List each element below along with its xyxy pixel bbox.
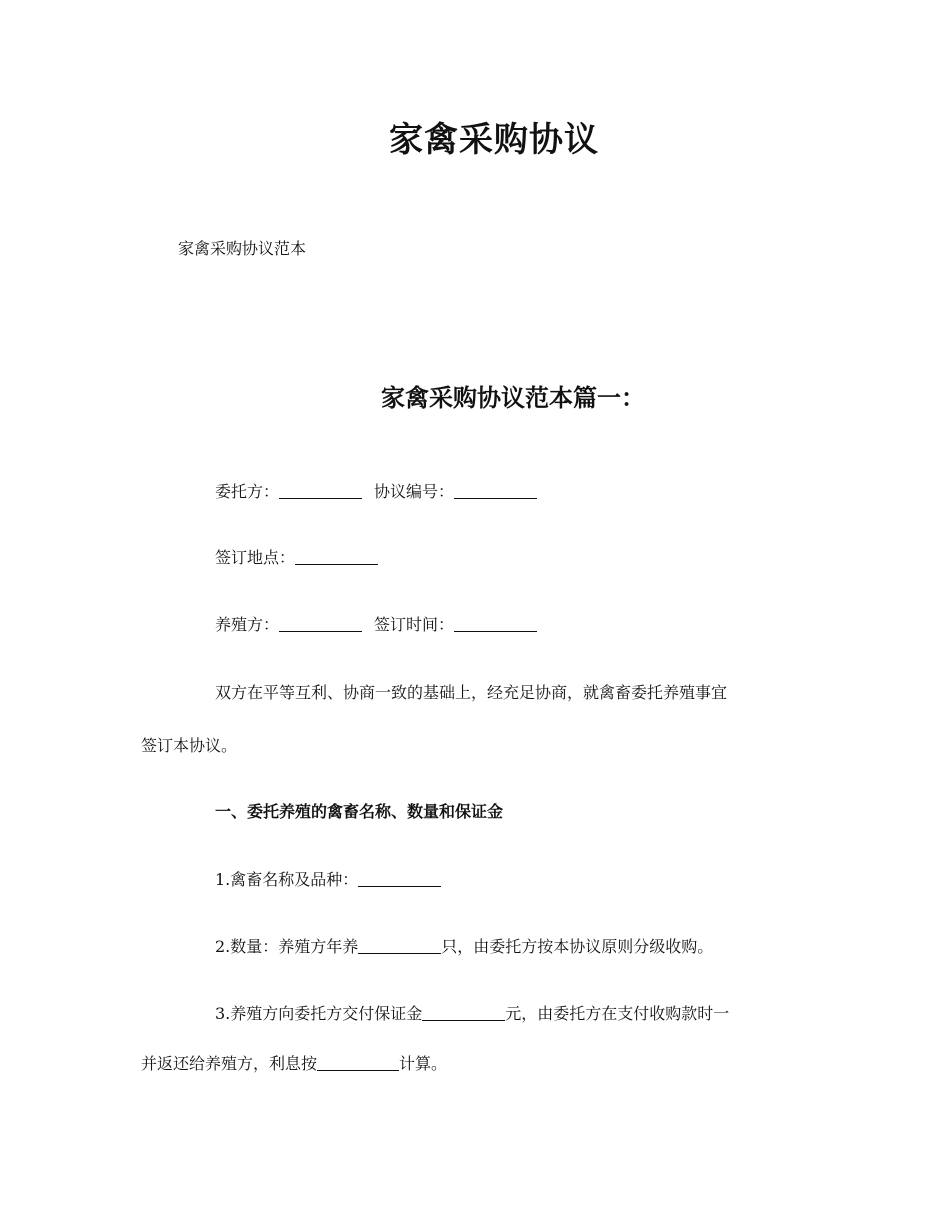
breeder-label: 养殖方： <box>215 615 280 634</box>
item3-prefix: 3.养殖方向委托方交付保证金 <box>215 1004 423 1023</box>
field-row-client <box>215 479 537 502</box>
item1-blank <box>358 872 441 887</box>
item3-suffix: 元，由委托方在支付收购款时一 <box>505 1004 730 1023</box>
intro-paragraph-line1: 双方在平等互利、协商一致的基础上，经充足协商，就禽畜委托养殖事宜 <box>215 683 728 702</box>
item2-blank <box>358 939 441 954</box>
section-heading: 家禽采购协议范本篇一： <box>381 383 645 412</box>
document-subtitle: 家禽采购协议范本 <box>178 239 307 258</box>
item2-prefix: 2.数量：养殖方年养 <box>215 937 359 956</box>
item3-blank <box>422 1006 505 1021</box>
item3-line2-suffix: 计算。 <box>399 1054 448 1073</box>
clause1-item1 <box>215 867 441 890</box>
document-title: 家禽采购协议 <box>389 120 599 160</box>
client-label: 委托方： <box>215 482 280 501</box>
sign-place-label: 签订地点： <box>215 548 296 567</box>
clause1-item3-line2 <box>141 1051 447 1074</box>
sign-place-blank <box>295 550 378 565</box>
clause1-heading: 一、委托养殖的禽畜名称、数量和保证金 <box>215 802 504 821</box>
item1-text: 1.禽畜名称及品种： <box>215 870 359 889</box>
sign-time-blank <box>454 617 537 632</box>
item2-suffix: 只，由委托方按本协议原则分级收购。 <box>441 937 714 956</box>
intro-paragraph-line2: 签订本协议。 <box>141 736 238 755</box>
item3-line2-prefix: 并返还给养殖方，利息按 <box>141 1054 318 1073</box>
sign-time-label: 签订时间： <box>374 615 455 634</box>
clause1-item2 <box>215 934 713 957</box>
item3-line2-blank <box>317 1056 399 1071</box>
field-row-sign-place <box>215 545 378 568</box>
agreement-no-label: 协议编号： <box>374 482 455 501</box>
field-row-breeder <box>215 612 537 635</box>
clause1-item3 <box>215 1001 729 1024</box>
agreement-no-blank <box>454 484 537 499</box>
client-blank <box>279 484 362 499</box>
breeder-blank <box>279 617 362 632</box>
